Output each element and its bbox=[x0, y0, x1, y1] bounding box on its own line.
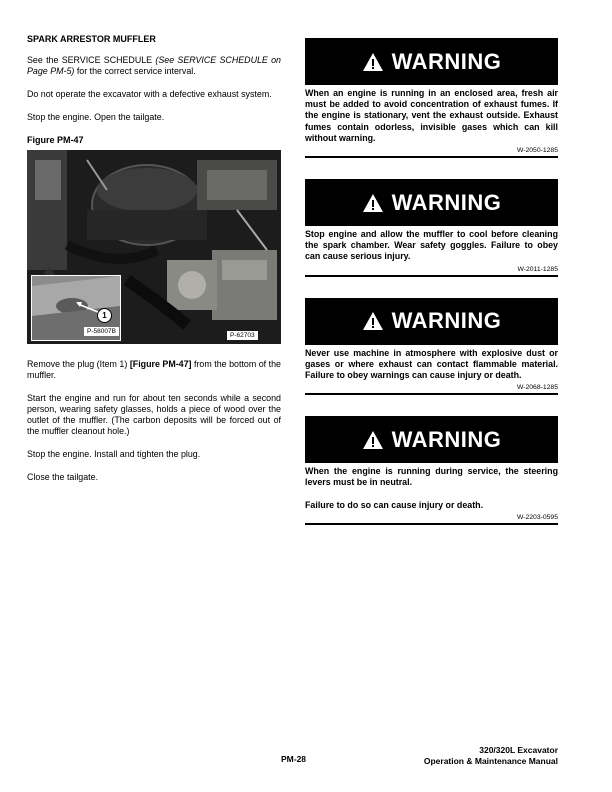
manual-title-line2: Operation & Maintenance Manual bbox=[423, 755, 558, 766]
warning-text bbox=[305, 466, 558, 511]
warning-banner bbox=[305, 298, 558, 345]
schedule-reference: (See SERVICE SCHEDULE on Page PM-5) bbox=[27, 55, 281, 76]
warning-banner bbox=[305, 179, 558, 226]
warning-triangle-icon bbox=[362, 430, 384, 450]
paragraph-start-engine: Start the engine and run for about ten seconds while a second person, wearing safety glasses, holds a piece of wood over the outlet of the muffler. (The carbon deposits will be forced out of the muffler cleanout hole.) bbox=[27, 393, 281, 436]
warning-banner bbox=[305, 416, 558, 463]
warning-text-line: When the engine is running during service, the steering levers must be in neutral. bbox=[305, 466, 558, 488]
left-column bbox=[27, 34, 281, 495]
text-run: from the bottom of the muffler. bbox=[27, 359, 281, 380]
warning-triangle-icon bbox=[362, 52, 384, 72]
manual-title bbox=[424, 745, 558, 766]
warning-word: WARNING bbox=[391, 189, 502, 215]
warning-triangle-icon bbox=[362, 193, 384, 213]
divider bbox=[305, 156, 558, 158]
warning-word: WARNING bbox=[391, 48, 502, 74]
warning-text-line: Failure to do so can cause injury or death. bbox=[305, 499, 484, 510]
warning-muffler-cool bbox=[305, 179, 558, 277]
paragraph-open-tailgate: Stop the engine. Open the tailgate. bbox=[27, 112, 165, 122]
item-1-callout: 1 bbox=[97, 308, 112, 323]
warning-text: When an engine is running in an enclosed area, fresh air must be added to avoid concentration of exhaust fumes. If the engine is stationary, vent the exhaust outside. Exhaust fumes contain odorless, invisible gases which can kill without warning. bbox=[305, 88, 558, 143]
warning-code: W-2011-1285 bbox=[517, 265, 558, 273]
figure-label: Figure PM-47 bbox=[27, 135, 84, 145]
paragraph-defective-exhaust: Do not operate the excavator with a defective exhaust system. bbox=[27, 89, 272, 99]
paragraph-service-schedule bbox=[27, 55, 281, 77]
section-title: SPARK ARRESTOR MUFFLER bbox=[27, 34, 156, 44]
divider bbox=[305, 393, 558, 395]
right-column bbox=[305, 38, 558, 525]
divider bbox=[305, 523, 558, 525]
engine-photo bbox=[27, 150, 281, 344]
warning-explosive-dust bbox=[305, 298, 558, 396]
paragraph-remove-plug bbox=[27, 359, 281, 381]
warning-text: Never use machine in atmosphere with explosive dust or gases or where exhaust can contact flammable material. Failure to obey warnings can cause injury or death. bbox=[305, 347, 558, 381]
paragraph-close-tailgate: Close the tailgate. bbox=[27, 472, 99, 482]
manual-title-line1: 320/320L Excavator bbox=[479, 745, 558, 755]
warning-word: WARNING bbox=[391, 308, 502, 334]
warning-banner bbox=[305, 38, 558, 85]
inset-photo-code: P-58007B bbox=[84, 327, 119, 336]
text-run: Remove the plug (Item 1) bbox=[27, 359, 130, 369]
main-photo-code: P-62703 bbox=[227, 331, 258, 340]
divider bbox=[305, 275, 558, 277]
muffler-plug-inset bbox=[31, 275, 121, 341]
warning-steering-neutral bbox=[305, 416, 558, 525]
warning-text: Stop engine and allow the muffler to cool before cleaning the spark chamber. Wear safety goggles. Failure to obey can cause serious injury. bbox=[305, 229, 558, 262]
warning-triangle-icon bbox=[362, 311, 384, 331]
warning-word: WARNING bbox=[391, 426, 502, 452]
warning-exhaust-fumes bbox=[305, 38, 558, 158]
figure-reference: [Figure PM-47] bbox=[129, 359, 192, 369]
warning-code: W-2203-0595 bbox=[516, 513, 558, 521]
text-run: for the correct service interval. bbox=[74, 66, 196, 76]
paragraph-install-plug: Stop the engine. Install and tighten the plug. bbox=[27, 449, 201, 459]
warning-code: W-2068-1285 bbox=[516, 384, 558, 392]
text-run: See the SERVICE SCHEDULE bbox=[27, 55, 156, 65]
warning-code: W-2050-1285 bbox=[516, 147, 558, 155]
page-number: PM-28 bbox=[281, 754, 307, 764]
